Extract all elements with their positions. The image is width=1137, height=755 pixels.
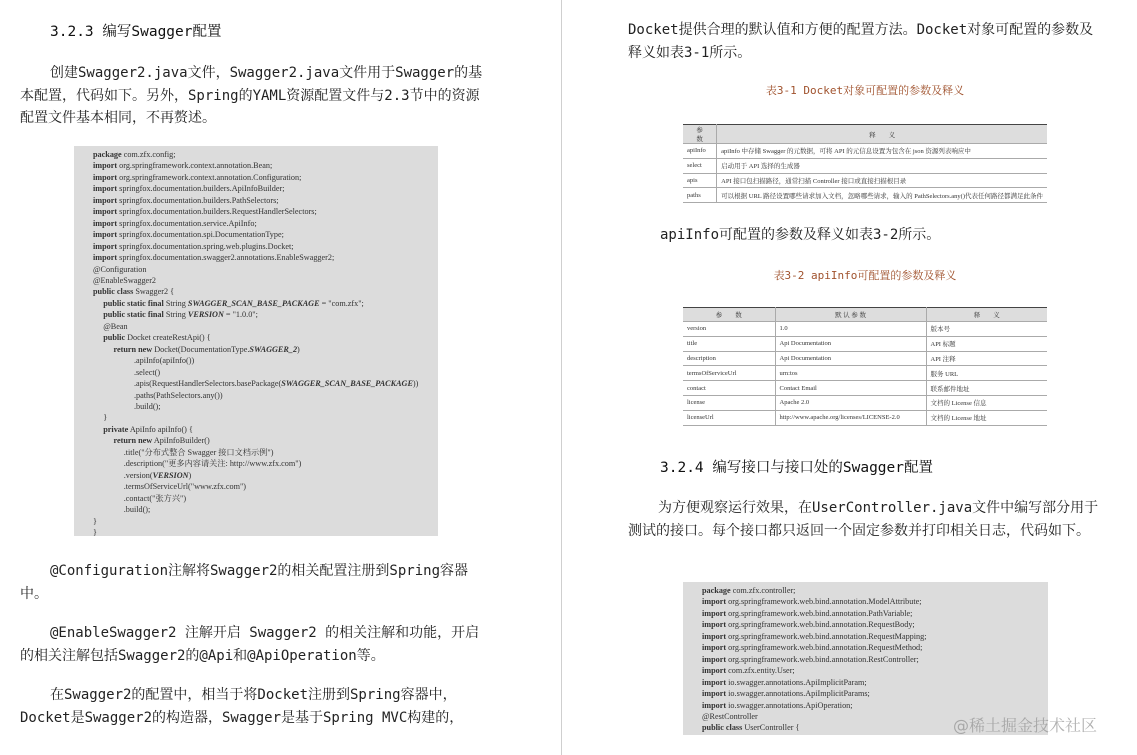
table-cell: select [683, 158, 717, 173]
apiinfo-params-table [683, 307, 1047, 426]
code-line: import io.swagger.annotations.ApiImplicitParam; [702, 677, 867, 687]
table-row [683, 158, 1047, 173]
code-line: import io.swagger.annotations.ApiImplicitParams; [702, 689, 870, 699]
table-cell: Contact Email [775, 381, 926, 396]
table-cell: apiInfo [683, 144, 717, 159]
table-cell: API 标题 [926, 336, 1047, 351]
code-line: public class Swagger2 { [93, 287, 175, 297]
table-row [683, 351, 1047, 366]
code-line: .paths(PathSelectors.any()) [93, 390, 223, 400]
code-line: import springfox.documentation.swagger2.annotations.EnableSwagger2; [93, 253, 335, 263]
column-header: 参 数 [683, 308, 775, 322]
paragraph: 创建Swagger2.java文件，Swagger2.java文件用于Swagger的基本配置，代码如下。另外，Spring的YAML资源配置文件与2.3节中的资源配置文件基本相同，不再赘述。 [20, 65, 483, 126]
paragraph: @EnableSwagger2 注解开启 Swagger2 的相关注解和功能，开启的相关注解包括Swagger2的@Api和@ApiOperation等。 [20, 625, 480, 664]
paragraph: @Configuration注解将Swagger2的相关配置注册到Spring容器中。 [20, 563, 469, 602]
code-line: public class UserController { [702, 723, 800, 733]
table-cell: 联系邮件地址 [926, 381, 1047, 396]
table-cell: Api Documentation [775, 351, 926, 366]
column-header: 释 义 [717, 125, 1047, 144]
code-line: import springfox.documentation.service.ApiInfo; [93, 218, 257, 228]
section-heading-3-2-4: 3.2.4 编写接口与接口处的Swagger配置 [660, 460, 933, 476]
table-cell: license [683, 395, 775, 410]
table-cell: apis [683, 173, 717, 188]
code-line: import springfox.documentation.spi.DocumentationType; [93, 230, 284, 240]
table-cell: 启动用于 API 选择的生成器 [717, 158, 1047, 173]
table-cell: urn:tos [775, 366, 926, 381]
table-row [683, 322, 1047, 337]
code-line: @Configuration [93, 264, 147, 274]
code-line: } [93, 527, 97, 537]
table-caption: 表3-2 apiInfo可配置的参数及释义 [773, 269, 957, 282]
column-header: 默 认 参 数 [775, 308, 926, 322]
code-line: import org.springframework.web.bind.annotation.ModelAttribute; [702, 597, 922, 607]
table-cell: licenseUrl [683, 410, 775, 425]
table-caption: 表3-1 Docket对象可配置的参数及释义 [765, 84, 965, 97]
code-line: import com.zfx.entity.User; [702, 666, 795, 676]
code-line: import org.springframework.web.bind.annotation.RequestBody; [702, 620, 915, 630]
table-cell: http://www.apache.org/licenses/LICENSE-2.0 [775, 410, 926, 425]
table-cell: Apache 2.0 [775, 395, 926, 410]
table-cell: API 接口包扫描路径，通常扫描 Controller 接口或直接扫描根目录 [717, 173, 1047, 188]
table-row [683, 336, 1047, 351]
column-header: 参 数 [683, 125, 717, 144]
code-line: .build(); [93, 505, 151, 515]
column-header: 释 义 [926, 308, 1047, 322]
table-cell: 文档的 License 信息 [926, 395, 1047, 410]
code-line: import org.springframework.web.bind.annotation.RequestMapping; [702, 631, 927, 641]
code-line: public Docket createRestApi() { [103, 333, 211, 343]
code-line: package com.zfx.controller; [702, 586, 796, 595]
paragraph: 为方便观察运行效果，在UserController.java文件中编写部分用于测试的接口。每个接口都只返回一个固定参数并打印相关日志，代码如下。 [628, 500, 1099, 539]
code-line: import springfox.documentation.builders.RequestHandlerSelectors; [93, 207, 317, 217]
code-line: return new Docket(DocumentationType.SWAGGER_2) [113, 344, 300, 354]
table-cell: 版本号 [926, 322, 1047, 337]
code-line: } [93, 516, 97, 526]
table-cell: API 注释 [926, 351, 1047, 366]
code-line: import springfox.documentation.builders.ApiInfoBuilder; [93, 184, 285, 194]
table-cell: version [683, 322, 775, 337]
table-cell: contact [683, 381, 775, 396]
code-line: package com.zfx.config; [93, 150, 176, 159]
table-cell: 服务 URL [926, 366, 1047, 381]
table-row [683, 173, 1047, 188]
code-line: import io.swagger.annotations.ApiOperation; [702, 700, 853, 710]
page-divider [561, 0, 562, 755]
code-line: import org.springframework.web.bind.annotation.PathVariable; [702, 608, 913, 618]
paragraph: 在Swagger2的配置中，相当于将Docket注册到Spring容器中，Docket是Swagger2的构造器，Swagger是基于Spring MVC构建的， [20, 687, 464, 726]
table-cell: paths [683, 188, 717, 203]
code-line: import org.springframework.context.annotation.Bean; [93, 161, 273, 171]
code-line: public static final String SWAGGER_SCAN_BASE_PACKAGE = "com.zfx"; [103, 298, 364, 308]
section-heading-3-2-3: 3.2.3 编写Swagger配置 [50, 24, 222, 40]
code-line: .select() [93, 367, 161, 377]
code-line: } [93, 413, 108, 423]
table-cell: 可以根据 URL 路径设置哪些请求加入文档，忽略哪些请求，输入的 PathSelectors.any()代表任何路径都满足此条件 [717, 188, 1047, 203]
table-cell: apiInfo 中存储 Swagger 的元数据，可将 API 的元信息设置为包含在 json 资源列表响应中 [717, 144, 1047, 159]
code-line: return new ApiInfoBuilder() [113, 436, 210, 446]
code-line: import org.springframework.context.annotation.Configuration; [93, 172, 302, 182]
table-row [683, 410, 1047, 425]
code-line: .contact("张方兴") [93, 493, 187, 503]
watermark: @稀土掘金技术社区 [953, 716, 1098, 735]
table-cell: Api Documentation [775, 336, 926, 351]
table-cell: description [683, 351, 775, 366]
code-line: import springfox.documentation.builders.PathSelectors; [93, 195, 279, 205]
table-cell: title [683, 336, 775, 351]
table-row [683, 381, 1047, 396]
paragraph: Docket提供合理的默认值和方便的配置方法。Docket对象可配置的参数及释义如表3-1所示。 [628, 22, 1094, 61]
code-line: @EnableSwagger2 [93, 275, 157, 285]
table-row [683, 395, 1047, 410]
table-cell: termsOfServiceUrl [683, 366, 775, 381]
code-line: .description("更多内容请关注: http://www.zfx.com") [93, 459, 302, 469]
code-block [74, 146, 438, 536]
code-line: .title("分布式整合 Swagger 接口文档示例") [93, 447, 274, 457]
code-line: @Bean [93, 321, 128, 331]
paragraph: apiInfo可配置的参数及释义如表3-2所示。 [660, 227, 941, 243]
docket-params-table [683, 124, 1047, 203]
code-line: import org.springframework.web.bind.annotation.RequestMethod; [702, 643, 923, 653]
code-line: private ApiInfo apiInfo() { [103, 424, 193, 434]
code-line: .version(VERSION) [93, 470, 192, 480]
code-line: .apis(RequestHandlerSelectors.basePackage(SWAGGER_SCAN_BASE_PACKAGE)) [93, 379, 419, 389]
table-cell: 1.0 [775, 322, 926, 337]
table-row [683, 366, 1047, 381]
code-line: .termsOfServiceUrl("www.zfx.com") [93, 482, 247, 492]
code-line: .build(); [93, 401, 161, 411]
code-line: .apiInfo(apiInfo()) [93, 356, 195, 366]
table-row [683, 188, 1047, 203]
code-line: public static final String VERSION = "1.0.0"; [103, 310, 258, 320]
table-row [683, 144, 1047, 159]
code-line: @RestController [702, 711, 758, 721]
code-line: import springfox.documentation.spring.web.plugins.Docket; [93, 241, 294, 251]
code-line: import org.springframework.web.bind.annotation.RestController; [702, 654, 919, 664]
table-cell: 文档的 License 地址 [926, 410, 1047, 425]
